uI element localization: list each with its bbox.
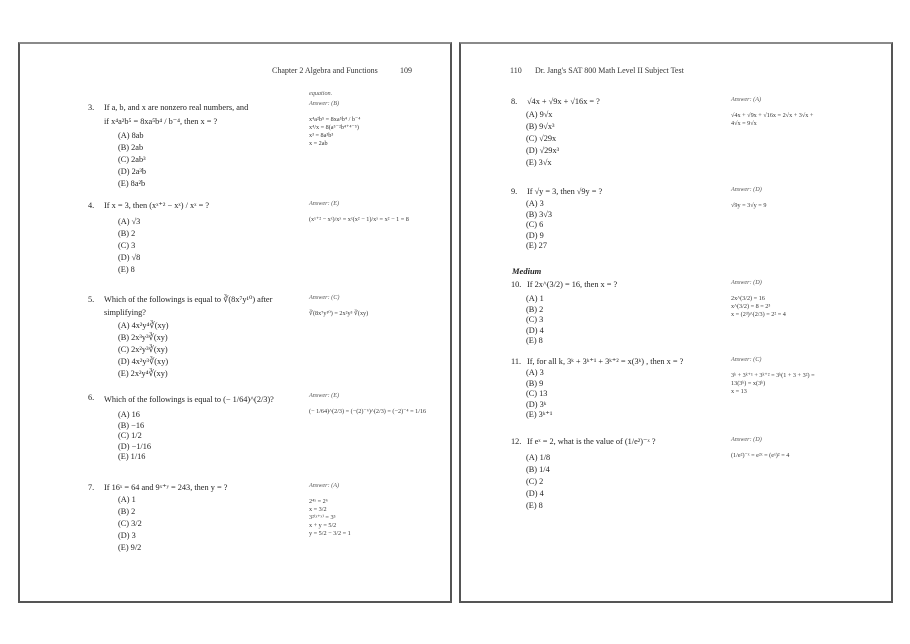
option-c: (C) 2: [526, 477, 544, 486]
option-d: (D) 4x²y³∛(xy): [118, 357, 169, 366]
solution-line: x = 2ab: [309, 140, 328, 147]
question-number: 3.: [88, 103, 95, 112]
question-stem: Which of the followings is equal to (− 1/64)^(2/3)?: [104, 395, 274, 404]
answer-label: Answer: (D): [731, 186, 762, 193]
solution-line: 3²⁽ˣ⁺ʸ⁾ = 3⁵: [309, 514, 336, 521]
question-stem: If x = 3, then (xˣ⁺² − xˣ) / xˣ = ?: [104, 201, 210, 210]
answer-11: [731, 356, 815, 396]
question-number: 4.: [88, 201, 95, 210]
option-c: (C) 2x²y³∛(xy): [118, 345, 168, 354]
answer-label: Answer: (A): [731, 96, 762, 103]
answer-label: Answer: (B): [309, 100, 340, 107]
answer-label: Answer: (C): [731, 356, 762, 363]
question-stem-line2: simplifying?: [104, 308, 146, 317]
option-b: (B) 2: [526, 304, 544, 314]
answer-10: [731, 279, 786, 319]
solution-line: x⁴a²b⁵ = 8xa⁵b⁴ / b⁻⁴: [309, 116, 361, 123]
solution-line: x = 13: [731, 388, 747, 395]
answer-label: Answer: (A): [309, 482, 340, 489]
option-b: (B) 3√3: [526, 209, 552, 219]
option-e: (E) 9/2: [118, 543, 142, 552]
option-d: (D) 4: [526, 325, 544, 335]
section-heading-medium: Medium: [512, 266, 542, 276]
question-stem: If 16ˣ = 64 and 9ˣ⁺ʸ = 243, then y = ?: [104, 483, 228, 492]
answer-label: Answer: (D): [731, 279, 762, 286]
option-b: (B) 1/4: [526, 465, 550, 474]
answer-6: [309, 392, 426, 416]
option-e: (E) 3ᵏ⁺¹: [526, 410, 553, 419]
question-stem: If eˣ = 2, what is the value of (1/e²)⁻ˣ ?: [527, 437, 656, 446]
option-d: (D) 3: [118, 531, 136, 540]
option-b: (B) 9: [526, 378, 544, 388]
option-e: (E) 2x²y⁴∛(xy): [118, 369, 168, 378]
option-c: (C) 2ab³: [118, 155, 146, 164]
right-page: [459, 42, 893, 603]
page-number: 109: [400, 66, 412, 75]
option-e: (E) 8: [526, 501, 543, 510]
question-number: 5.: [88, 295, 95, 304]
answer-label: Answer: (E): [309, 200, 340, 207]
question-stem: √4x + √9x + √16x = ?: [527, 97, 600, 106]
question-number: 9.: [511, 187, 518, 196]
solution-line: 13(3ᵏ) = x(3ᵏ): [731, 380, 766, 387]
option-e: (E) 3√x: [526, 158, 552, 167]
answer-5: [309, 294, 368, 318]
question-number: 11.: [511, 357, 522, 366]
solution-line: x⁴/x = 8(a⁵⁻²b⁴⁺⁴⁻⁵): [309, 124, 359, 131]
option-d: (D) 3ᵏ: [526, 399, 547, 409]
solution-line: ∛(8x⁷y¹⁰) = 2x²y³ ∛(xy): [309, 310, 369, 317]
option-a: (A) 3: [526, 368, 544, 377]
option-d: (D) 9: [526, 230, 544, 240]
option-a: (A) 4x²y⁴∛(xy): [118, 321, 169, 330]
book-title-header: Dr. Jang's SAT 800 Math Level II Subject Test: [535, 66, 684, 75]
option-c: (C) 6: [526, 220, 544, 229]
question-number: 7.: [88, 483, 95, 492]
option-d: (D) −1/16: [118, 441, 152, 451]
question-stem: If, for all k, 3ᵏ + 3ᵏ⁺¹ + 3ᵏ⁺² = x(3ᵏ) , then x = ?: [527, 357, 684, 366]
question-stem: Which of the followings is equal to ∛(8x⁷y¹⁰) after: [104, 295, 273, 304]
solution-line: 2⁴ˣ = 2⁶: [309, 498, 328, 505]
answer-3: [309, 100, 360, 148]
solution-line: √9y = 3√y = 9: [731, 202, 767, 209]
answer-9: [731, 186, 766, 210]
page-number: 110: [510, 66, 522, 75]
option-b: (B) 2: [118, 507, 136, 516]
solution-line: 4√x = 9√x: [731, 120, 757, 127]
solution-line: x + y = 5/2: [309, 522, 337, 529]
option-e: (E) 27: [526, 241, 547, 250]
option-c: (C) 3: [118, 241, 136, 250]
question-number: 6.: [88, 393, 95, 402]
question-stem: If 2x^(3/2) = 16, then x = ?: [527, 280, 618, 289]
question-number: 8.: [511, 97, 518, 106]
option-a: (A) 8ab: [118, 131, 144, 140]
option-c: (C) 1/2: [118, 431, 142, 440]
solution-line: x^(3/2) = 8 = 2³: [731, 303, 771, 310]
option-d: (D) 2a³b: [118, 167, 147, 176]
answer-label: Answer: (D): [731, 436, 762, 443]
solution-line: (− 1/64)^(2/3) = (−(2)⁻⁶)^(2/3) = (−2)⁻⁴ = 1/16: [309, 408, 427, 415]
option-c: (C) 3: [526, 315, 544, 324]
option-d: (D) 4: [526, 489, 544, 498]
question-number: 12.: [511, 437, 522, 446]
option-d: (D) √29x³: [526, 146, 560, 155]
option-a: (A) 1: [118, 495, 136, 504]
solution-line: (xˣ⁺² − xˣ)/xˣ = xˣ(x² − 1)/xˣ = x² − 1 = 8: [309, 216, 409, 223]
option-b: (B) −16: [118, 420, 145, 430]
question-stem: If √y = 3, then √9y = ?: [527, 187, 603, 196]
option-b: (B) 2: [118, 229, 136, 238]
answer-8: [731, 96, 813, 128]
solution-line: x = (2³)^(2/3) = 2² = 4: [731, 311, 786, 318]
solution-line: 3ᵏ + 3ᵏ⁺¹ + 3ᵏ⁺² = 3ᵏ(1 + 3 + 3²) =: [731, 372, 815, 379]
left-page: [18, 42, 452, 603]
option-b: (B) 2ab: [118, 143, 144, 152]
question-stem-line2: if x⁴a²b⁵ = 8xa⁵b⁴ / b⁻⁴, then x = ?: [104, 117, 218, 126]
solution-line: y = 5/2 − 3/2 = 1: [309, 530, 351, 537]
option-b: (B) 9√x³: [526, 122, 555, 131]
answer-7: [309, 482, 351, 538]
answer-label: Answer: (E): [309, 392, 340, 399]
solution-line: √4x + √9x + √16x = 2√x + 3√x +: [731, 112, 814, 119]
option-c: (C) 13: [526, 389, 548, 398]
solution-line: (1/e²)⁻ˣ = e²ˣ = (eˣ)² = 4: [731, 452, 790, 459]
option-c: (C) √29x: [526, 134, 557, 143]
solution-line: 2x^(3/2) = 16: [731, 295, 765, 302]
carryover-text: equation.: [309, 90, 333, 97]
option-e: (E) 1/16: [118, 452, 146, 461]
option-a: (A) 9√x: [526, 110, 553, 119]
question-stem: If a, b, and x are nonzero real numbers, and: [104, 103, 249, 112]
option-c: (C) 3/2: [118, 519, 142, 528]
option-a: (A) 1/8: [526, 453, 551, 462]
option-a: (A) 1: [526, 294, 544, 303]
option-a: (A) 16: [118, 410, 140, 419]
answer-label: Answer: (C): [309, 294, 340, 301]
chapter-header: Chapter 2 Algebra and Functions: [272, 66, 378, 75]
option-a: (A) √3: [118, 217, 141, 226]
option-b: (B) 2x³y³∛(xy): [118, 333, 168, 342]
question-number: 10.: [511, 280, 522, 289]
solution-line: x = 3/2: [309, 506, 327, 513]
option-e: (E) 8a²b: [118, 179, 146, 188]
option-d: (D) √8: [118, 253, 141, 262]
option-e: (E) 8: [118, 265, 135, 274]
answer-4: [309, 200, 409, 224]
option-e: (E) 8: [526, 336, 543, 345]
option-a: (A) 3: [526, 199, 544, 208]
answer-12: [731, 436, 789, 460]
solution-line: x³ = 8a³b³: [309, 132, 334, 139]
